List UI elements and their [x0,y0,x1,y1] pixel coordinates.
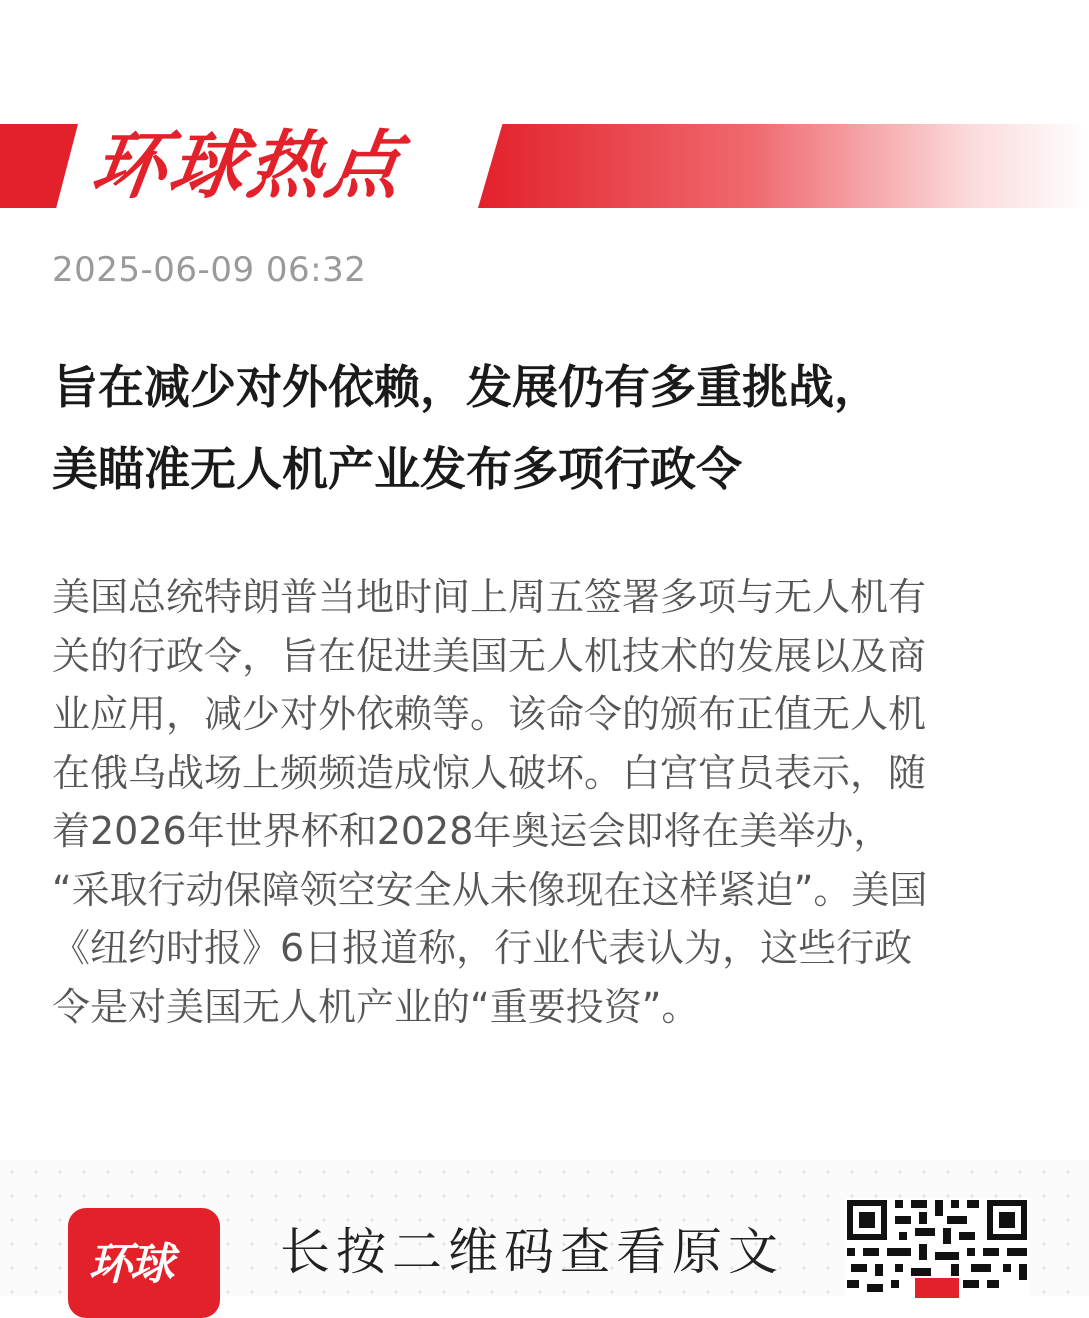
publish-date: 2025-06-09 06:32 [52,250,367,290]
body-line: 美国总统特朗普当地时间上周五签署多项与无人机有 [52,575,927,619]
banner-gradient-stripe [478,124,1089,208]
body-line: “采取行动保障领空安全从未像现在这样紧迫”。美国 [52,867,928,912]
qr-code-icon[interactable] [845,1198,1029,1298]
body-line: 《纽约时报》6日报道称，行业代表认为，这些行政 [52,926,913,970]
scan-qr-instruction: 长按二维码查看原文 [280,1223,784,1281]
body-line: 着2026年世界杯和2028年奥运会即将在美举办， [52,809,892,853]
body-line: 令是对美国无人机产业的“重要投资”。 [52,984,700,1029]
section-banner [0,124,1089,208]
body-line: 关的行政令，旨在促进美国无人机技术的发展以及商 [52,633,927,678]
banner-left-stripe [0,124,78,208]
article-body [52,568,1042,1036]
headline [52,346,1042,510]
headline-line: 美瞄准无人机产业发布多项行政令 [52,442,742,496]
headline-line: 旨在减少对外依赖，发展仍有多重挑战， [52,360,880,414]
qr-code-graphic [845,1198,1029,1298]
body-line: 业应用，减少对外依赖等。该命令的颁布正值无人机 [52,692,927,736]
share-footer [0,1160,1089,1296]
banner-title: 环球热点 [85,123,411,209]
app-logo [68,1208,220,1318]
body-line: 在俄乌战场上频频造成惊人破坏。白宫官员表示，随 [52,750,927,795]
app-logo-text: 环球 [88,1239,172,1290]
